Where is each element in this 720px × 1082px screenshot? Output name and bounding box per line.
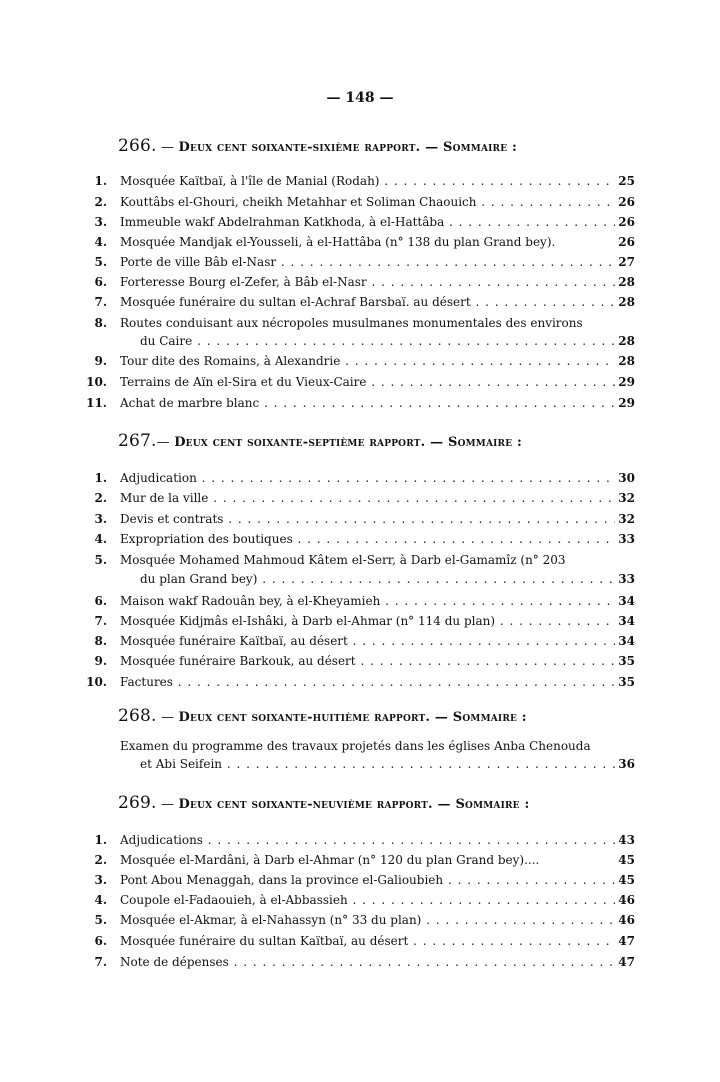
- list-item: 4. Mosquée Mandjak el-Yousseli, à el-Hattâba (n° 138 du plan Grand bey). 26: [94, 235, 635, 249]
- section-heading-269: 269. — Deux cent soixante-neuvième rapport. — Sommaire :: [118, 793, 530, 813]
- list-item: 7. Note de dépenses . . . 47: [60, 953, 640, 971]
- section-heading-266: 266. — Deux cent soixante-sixième rapport. — Sommaire :: [118, 136, 518, 156]
- list-item: 6. Forteresse Bourg el-Zefer, à Bâb el-Nasr . . . 28: [60, 273, 640, 291]
- section-title: Deux cent soixante-sixième rapport. — Sommaire :: [178, 140, 518, 155]
- section-number: 269.: [118, 793, 157, 813]
- list-item: 11. Achat de marbre blanc . . . 29: [60, 394, 640, 412]
- list-item: 8. Routes conduisant aux nécropoles musulmanes monumentales des environs: [94, 316, 583, 330]
- list-item: 4. Expropriation des boutiques . . . 33: [60, 530, 640, 548]
- section-number: 266.: [118, 136, 157, 156]
- list-item: 3. Devis et contrats . . . 32: [60, 510, 640, 528]
- paragraph-continuation: et Abi Seifein . . . 36: [60, 755, 640, 773]
- paragraph: Examen du programme des travaux projetés dans les églises Anba Chenouda: [120, 739, 591, 753]
- list-item: 7. Mosquée Kidjmâs el-Ishâki, à Darb el-Ahmar (n° 114 du plan) . . . 34: [60, 612, 640, 630]
- page-number: — 148 —: [326, 90, 394, 106]
- list-item: 1. Adjudications . . . 43: [60, 831, 640, 849]
- list-item: 10. Terrains de Aïn el-Sira et du Vieux-Caire . . . 29: [60, 373, 640, 391]
- list-item: 6. Mosquée funéraire du sultan Kaïtbaï, au désert . . . 47: [60, 932, 640, 950]
- section-title: Deux cent soixante-huitième rapport. — Sommaire :: [178, 710, 527, 725]
- list-item: 2. Mur de la ville . . . 32: [60, 489, 640, 507]
- list-item: 3. Pont Abou Menaggah, dans la province el-Galioubieh . . . 45: [60, 871, 640, 889]
- list-item: 1. Adjudication . . . 30: [60, 469, 640, 487]
- list-item: 9. Mosquée funéraire Barkouk, au désert . . . 35: [60, 652, 640, 670]
- list-item: 5. Mosquée el-Akmar, à el-Nahassyn (n° 33 du plan) . . . 46: [60, 911, 640, 929]
- section-number: 268.: [118, 706, 157, 726]
- list-item: 8. Mosquée funéraire Kaïtbaï, au désert . . . 34: [60, 632, 640, 650]
- list-item: 9. Tour dite des Romains, à Alexandrie . . . 28: [60, 352, 640, 370]
- list-item: 5. Porte de ville Bâb el-Nasr . . . 27: [60, 253, 640, 271]
- section-heading-267: 267.— Deux cent soixante-septième rapport. — Sommaire :: [118, 431, 523, 451]
- section-heading-268: 268. — Deux cent soixante-huitième rapport. — Sommaire :: [118, 706, 527, 726]
- list-item: 1. Mosquée Kaïtbaï, à l'île de Manial (Rodah) . . . 25: [60, 172, 640, 190]
- list-item: 5. Mosquée Mohamed Mahmoud Kâtem el-Serr, à Darb el-Gamamîz (n° 203: [94, 553, 566, 567]
- list-item: 4. Coupole el-Fadaouieh, à el-Abbassieh . . . 46: [60, 891, 640, 909]
- list-item: 2. Kouttâbs el-Ghouri, cheikh Metahhar et Soliman Chaouich . . . 26: [60, 193, 640, 211]
- section-number: 267.: [118, 431, 157, 451]
- section-title: Deux cent soixante-septième rapport. — Sommaire :: [174, 435, 523, 450]
- list-item: 2. Mosquée el-Mardâni, à Darb el-Ahmar (n° 120 du plan Grand bey).... 45: [94, 853, 635, 867]
- list-item: 10. Factures . . . 35: [60, 673, 640, 691]
- list-item-continuation: du Caire . . . 28: [60, 332, 640, 350]
- list-item: 3. Immeuble wakf Abdelrahman Katkhoda, à el-Hattâba . . . 26: [60, 213, 640, 231]
- list-item: 7. Mosquée funéraire du sultan el-Achraf Barsbaï. au désert . . . 28: [60, 293, 640, 311]
- list-item-continuation: du plan Grand bey) . . . 33: [60, 570, 640, 588]
- list-item: 6. Maison wakf Radouân bey, à el-Kheyamieh . . . 34: [60, 592, 640, 610]
- section-title: Deux cent soixante-neuvième rapport. — Sommaire :: [178, 797, 530, 812]
